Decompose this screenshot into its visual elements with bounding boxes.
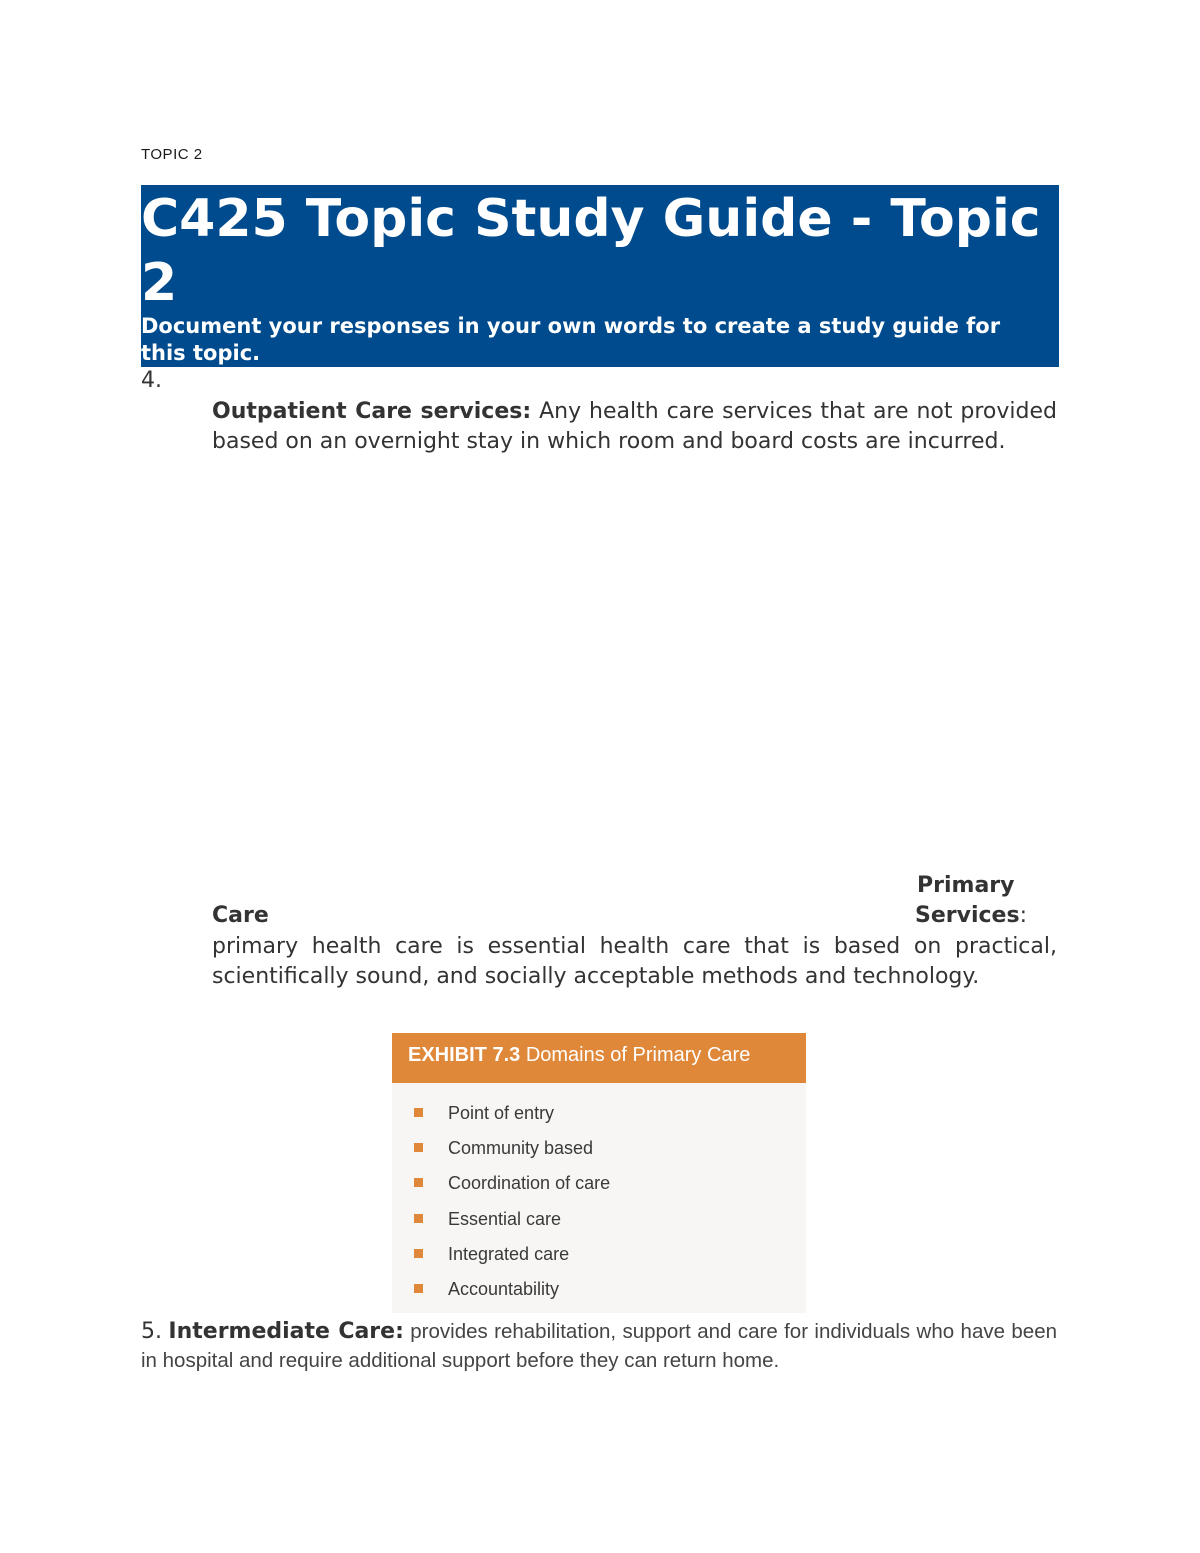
- primary-care-term-word: [915, 903, 1027, 928]
- list-item: [392, 1134, 806, 1169]
- title-banner: [141, 185, 1059, 367]
- exhibit-label: EXHIBIT 7.3: [408, 1044, 521, 1066]
- outpatient-care-paragraph: [212, 397, 1057, 456]
- item-number-5: 5.: [141, 1319, 162, 1344]
- primary-care-term-services: Services: [915, 903, 1020, 928]
- topic-label: TOPIC 2: [141, 146, 203, 163]
- list-item: [392, 1240, 806, 1275]
- intermediate-care-definition: provides rehabilitation, support and care for individuals who have been in hospital and require additional support before they can return home.: [141, 1320, 1057, 1372]
- square-bullet-icon: [414, 1249, 423, 1258]
- list-item: [392, 1275, 806, 1310]
- square-bullet-icon: [414, 1108, 423, 1117]
- item-number-4: 4.: [141, 368, 162, 393]
- exhibit-title: Domains of Primary Care: [520, 1044, 751, 1066]
- list-item-label: Coordination of care: [448, 1173, 611, 1194]
- square-bullet-icon: [414, 1143, 423, 1152]
- outpatient-care-definition: Any health care services that are not provided based on an overnight stay in which room and board costs are incurred.: [212, 399, 1057, 454]
- primary-care-heading: [212, 873, 1057, 933]
- exhibit-list: [392, 1083, 806, 1310]
- list-item: [392, 1205, 806, 1240]
- page-title: C425 Topic Study Guide - Topic 2: [141, 189, 1041, 313]
- outpatient-care-term: Outpatient Care services:: [212, 399, 532, 424]
- list-item: [392, 1169, 806, 1204]
- list-item-label: Accountability: [448, 1278, 560, 1299]
- list-item: [392, 1099, 806, 1134]
- list-item-label: Point of entry: [448, 1103, 555, 1123]
- primary-care-term-word: Primary: [917, 873, 1015, 898]
- intermediate-care-paragraph: [141, 1317, 1057, 1375]
- list-item-label: Essential care: [448, 1208, 562, 1229]
- primary-care-definition: primary health care is essential health care that is based on practical, scientifically sound, and socially acceptable methods and technology.: [212, 934, 1057, 989]
- square-bullet-icon: [414, 1214, 423, 1223]
- exhibit-domains-of-primary-care: [392, 1033, 806, 1313]
- primary-care-term-colon: :: [1019, 903, 1027, 928]
- square-bullet-icon: [414, 1178, 423, 1187]
- page-subtitle: Document your responses in your own words to create a study guide for this topic.: [141, 314, 1001, 365]
- primary-care-term-word: Care: [212, 903, 269, 928]
- list-item-label: Community based: [448, 1138, 594, 1159]
- exhibit-header: [392, 1033, 806, 1083]
- list-item-label: Integrated care: [448, 1243, 570, 1264]
- intermediate-care-term: Intermediate Care:: [168, 1319, 404, 1344]
- square-bullet-icon: [414, 1284, 423, 1293]
